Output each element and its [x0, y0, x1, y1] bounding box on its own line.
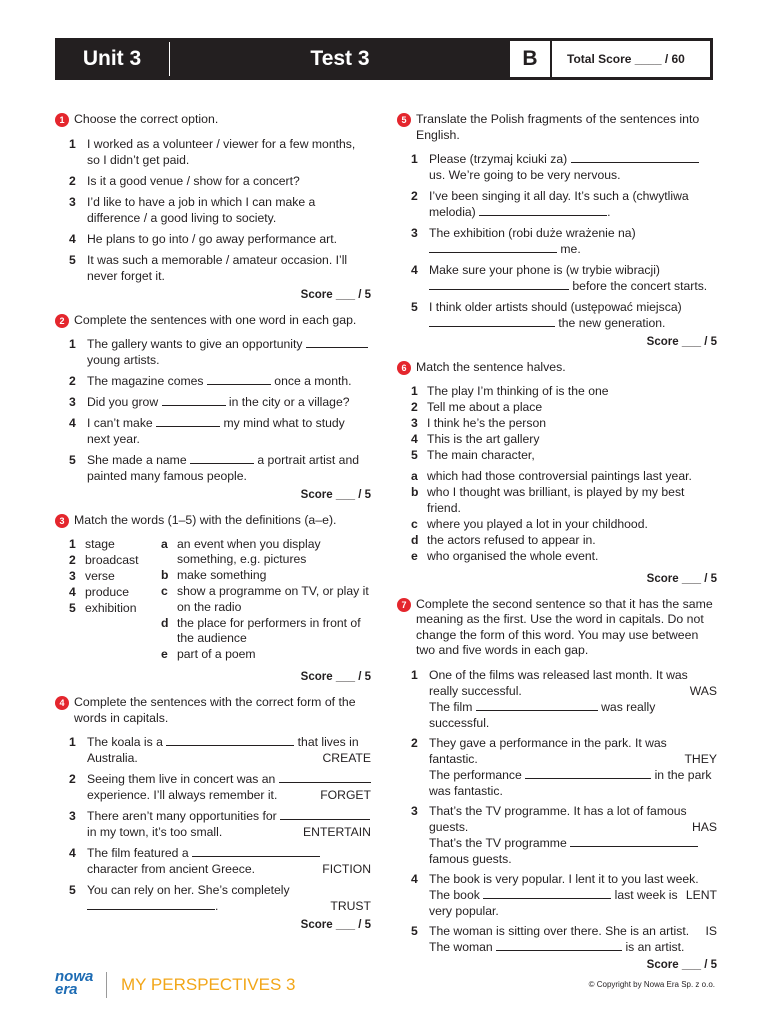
half-text: where you played a lot in your childhood. — [427, 517, 648, 532]
sentence-start: I’ve been singing it all day. It’s such a (chwytliwa melodia) — [429, 189, 689, 219]
item-number: 4 — [411, 431, 418, 446]
sentence-start: The film featured a — [87, 846, 189, 861]
book-title: MY PERSPECTIVES 3 — [121, 975, 296, 994]
answer-gap[interactable] — [190, 454, 254, 464]
sentence-start: Make sure your phone is (w trybie wibracji) — [429, 263, 660, 277]
task-6-header — [397, 360, 717, 376]
sentence-end: a portrait artist and painted many famous people. — [87, 453, 360, 483]
sentence-start: There aren’t many opportunities for — [87, 809, 277, 824]
half-text: who I thought was brilliant, is played by my best friend. — [427, 485, 685, 515]
list-item — [161, 537, 371, 568]
list-item — [411, 533, 717, 549]
word: stage — [85, 536, 115, 551]
sentence-end: that lives in Australia. — [87, 735, 359, 766]
first-sentence: That’s the TV programme. It has a lot of famous guests. — [429, 803, 687, 834]
item-number: 3 — [69, 194, 76, 209]
item-number: 2 — [69, 772, 76, 787]
list-item — [69, 231, 371, 247]
task-number-badge: 3 — [55, 514, 69, 528]
definitions-list — [161, 537, 371, 664]
item-letter: b — [411, 485, 419, 500]
list-item — [69, 734, 371, 766]
item-number: 3 — [69, 395, 76, 409]
item-number: 5 — [69, 883, 76, 898]
sentence-end: is an artist. — [625, 939, 685, 954]
capital-word: ENTERTAIN — [303, 825, 371, 840]
list-item — [411, 667, 717, 731]
task-score: Score ___ / 5 — [300, 919, 371, 932]
item-number: 4 — [69, 231, 76, 246]
sentence-start: The exhibition (robi duże wrażenie na) — [429, 226, 636, 240]
item-text: He plans to go into / go away performance art. — [87, 231, 337, 246]
sentence-start: That’s the TV programme — [429, 835, 567, 850]
task-4-header — [55, 695, 371, 726]
sentence-end: famous guests. — [429, 851, 512, 866]
list-item — [161, 584, 371, 615]
total-score: Total Score ____ / 60 — [552, 41, 710, 77]
answer-gap[interactable] — [280, 810, 370, 820]
item-number: 1 — [69, 735, 76, 750]
answer-gap[interactable] — [571, 153, 699, 163]
list-item — [69, 336, 371, 368]
sentence-end: in my town, it’s too small. — [87, 825, 223, 840]
list-item — [411, 735, 717, 799]
item-text: I worked as a volunteer / viewer for a few months, so I didn’t get paid. — [87, 136, 356, 167]
sentence-end: the new generation. — [558, 316, 666, 330]
logo-line-2: era — [55, 981, 78, 998]
task-number-badge: 4 — [55, 696, 69, 710]
item-text: It was such a memorable / amateur occasion. I’ll never forget it. — [87, 252, 348, 283]
item-letter: c — [411, 517, 418, 532]
list-item — [69, 845, 371, 877]
answer-gap[interactable] — [525, 769, 651, 779]
item-number: 4 — [69, 846, 76, 861]
answer-gap[interactable] — [483, 889, 611, 899]
answer-gap[interactable] — [156, 417, 220, 427]
first-sentence: They gave a performance in the park. It was fantastic. — [429, 735, 667, 766]
item-letter: a — [161, 536, 168, 551]
task-instruction: Complete the sentences with the correct form of the words in capitals. — [74, 695, 356, 725]
item-number: 3 — [69, 809, 76, 824]
list-item — [411, 416, 717, 432]
answer-gap[interactable] — [166, 736, 294, 746]
list-item — [69, 553, 161, 569]
item-letter: c — [161, 584, 168, 599]
task-number-badge: 7 — [397, 598, 411, 612]
task-instruction: Choose the correct option. — [74, 112, 219, 126]
task-5-header — [397, 112, 717, 143]
list-item — [411, 151, 717, 183]
capital-word: FORGET — [320, 788, 371, 803]
sentence-start: I think older artists should (ustępować miejsca) — [429, 300, 682, 314]
capital-word: LENT — [685, 887, 717, 902]
task-instruction: Match the sentence halves. — [416, 360, 566, 374]
sentence-start: She made a name — [87, 453, 187, 467]
definition: part of a poem — [177, 647, 256, 662]
task-3 — [55, 513, 371, 683]
sentence-start: The magazine comes — [87, 374, 204, 388]
list-item — [411, 384, 717, 400]
page-header — [55, 38, 713, 80]
word: verse — [85, 568, 115, 583]
item-number: 3 — [69, 568, 76, 583]
answer-gap[interactable] — [496, 941, 622, 951]
half-text: which had those controversial paintings last year. — [427, 469, 692, 484]
task-score: Score ___ / 5 — [300, 671, 371, 684]
sentence-start: Did you grow — [87, 395, 159, 409]
task-score: Score ___ / 5 — [300, 489, 371, 501]
item-number: 3 — [411, 803, 418, 818]
item-number: 1 — [411, 667, 418, 682]
task-score: Score ___ / 5 — [646, 336, 717, 348]
item-number: 2 — [69, 173, 76, 188]
task-score: Score ___ / 5 — [646, 572, 717, 585]
capital-word: HAS — [691, 819, 717, 834]
word: exhibition — [85, 600, 137, 615]
task-2-header — [55, 313, 371, 329]
item-number: 1 — [69, 337, 76, 351]
item-number: 3 — [411, 226, 418, 240]
sentence-start: The gallery wants to give an opportunity — [87, 337, 303, 351]
list-item — [411, 448, 717, 464]
answer-gap[interactable] — [192, 847, 320, 857]
half-text: I think he’s the person — [427, 415, 547, 430]
list-item — [411, 517, 717, 533]
list-item — [411, 803, 717, 867]
capital-word: THEY — [684, 751, 717, 766]
item-number: 2 — [411, 735, 418, 750]
copyright-notice: © Copyright by Nowa Era Sp. z o.o. — [588, 980, 715, 989]
half-text: The main character, — [427, 447, 535, 462]
item-text: Is it a good venue / show for a concert? — [87, 173, 300, 188]
answer-gap[interactable] — [162, 396, 226, 406]
answer-gap[interactable] — [429, 317, 555, 327]
answer-gap[interactable] — [429, 243, 557, 253]
capital-word: CREATE — [322, 751, 371, 766]
sentence-end: was really successful. — [429, 699, 656, 730]
answer-gap[interactable] — [479, 206, 607, 216]
item-letter: d — [161, 615, 169, 630]
first-sentence: One of the films was released last month. It was really successful. — [429, 667, 688, 698]
task-7-header — [397, 597, 717, 659]
answer-gap[interactable] — [207, 375, 271, 385]
task-7 — [397, 597, 717, 971]
definition: make something — [177, 568, 267, 583]
list-item — [69, 585, 161, 601]
first-sentence: The woman is sitting over there. She is an artist. — [429, 923, 690, 938]
list-item — [69, 808, 371, 840]
half-text: Tell me about a place — [427, 399, 543, 414]
sentence-start: Please (trzymaj kciuki za) — [429, 152, 568, 166]
sentence-start: The performance — [429, 767, 522, 782]
list-item — [411, 262, 717, 294]
list-item — [411, 871, 717, 919]
item-number: 5 — [69, 453, 76, 467]
item-number: 4 — [411, 871, 418, 886]
item-number: 2 — [411, 189, 418, 203]
answer-gap[interactable] — [429, 280, 569, 290]
item-number: 5 — [411, 923, 418, 938]
item-number: 4 — [69, 416, 76, 430]
word: produce — [85, 584, 130, 599]
item-number: 2 — [69, 552, 76, 567]
list-item — [69, 136, 371, 168]
item-number: 1 — [411, 152, 418, 166]
task-number-badge: 6 — [397, 361, 411, 375]
list-item — [161, 616, 371, 647]
task-instruction: Complete the second sentence so that it has the same meaning as the first. Use the word in capitals. Do not change the form of this word. You may use between two and five words in each gap. — [416, 596, 713, 658]
task-1 — [55, 112, 371, 301]
list-item — [69, 569, 161, 585]
list-item — [411, 923, 717, 955]
sentence-end: young artists. — [87, 353, 160, 367]
item-letter: e — [161, 647, 168, 662]
list-item — [161, 647, 371, 663]
task-number-badge: 2 — [55, 314, 69, 328]
capital-word: IS — [705, 923, 717, 938]
list-item — [161, 568, 371, 584]
list-item — [411, 469, 717, 485]
item-number: 5 — [69, 600, 76, 615]
item-text: I’d like to have a job in which I can make a difference / a good living to society. — [87, 194, 316, 225]
item-letter: e — [411, 549, 418, 564]
test-title: Test 3 — [310, 47, 370, 70]
half-text: This is the art gallery — [427, 431, 540, 446]
list-item — [411, 188, 717, 220]
list-item — [69, 882, 371, 914]
sentence-start: The book — [429, 887, 480, 902]
words-list — [69, 537, 161, 664]
sentence-start: I can’t make — [87, 416, 153, 430]
definition: the place for performers in front of the audience — [177, 615, 361, 646]
item-number: 3 — [411, 415, 418, 430]
sentence-end: last week is very popular. — [429, 887, 678, 918]
list-item — [69, 415, 371, 447]
list-item — [69, 373, 371, 389]
test-version: B — [510, 41, 550, 77]
nowa-era-logo — [55, 970, 93, 996]
half-text: The play I’m thinking of is the one — [427, 383, 609, 398]
item-number: 1 — [69, 136, 76, 151]
task-1-header — [55, 112, 371, 128]
right-column — [397, 112, 717, 983]
list-item — [69, 771, 371, 803]
list-item — [69, 452, 371, 484]
list-item — [411, 432, 717, 448]
task-4 — [55, 695, 371, 931]
sentence-start: Seeing them live in concert was an — [87, 772, 276, 787]
item-number: 1 — [69, 536, 76, 551]
item-number: 2 — [411, 399, 418, 414]
item-number: 5 — [411, 300, 418, 314]
second-halves — [397, 469, 717, 564]
task-instruction: Match the words (1–5) with the definitions (a–e). — [74, 513, 337, 527]
task-instruction: Complete the sentences with one word in each gap. — [74, 312, 357, 327]
sentence-end: once a month. — [274, 374, 352, 388]
list-item — [69, 194, 371, 226]
sentence-end: character from ancient Greece. — [87, 862, 255, 877]
task-score: Score ___ / 5 — [646, 958, 717, 971]
footer-divider — [106, 972, 107, 998]
list-item — [411, 299, 717, 331]
item-letter: d — [411, 533, 419, 548]
definition: an event when you display something, e.g. pictures — [177, 536, 321, 566]
answer-gap[interactable] — [87, 900, 215, 910]
unit-title: Unit 3 — [82, 47, 142, 70]
answer-gap[interactable] — [570, 837, 698, 847]
list-item — [411, 225, 717, 257]
list-item — [69, 537, 161, 553]
list-item — [69, 394, 371, 410]
sentence-end: experience. I’ll always remember it. — [87, 788, 278, 803]
item-number: 2 — [69, 374, 76, 388]
list-item — [411, 549, 717, 565]
sentence-end: before the concert starts. — [572, 279, 708, 293]
list-item — [69, 252, 371, 284]
sentence-end: . — [607, 205, 611, 219]
item-number: 4 — [411, 263, 418, 277]
sentence-end: us. We’re going to be very nervous. — [429, 168, 621, 182]
answer-gap[interactable] — [306, 338, 368, 348]
sentence-end: in the park was fantastic. — [429, 767, 712, 798]
task-number-badge: 5 — [397, 113, 411, 127]
task-number-badge: 1 — [55, 113, 69, 127]
item-letter: a — [411, 469, 418, 484]
sentence-end: . — [215, 899, 219, 914]
definition: show a programme on TV, or play it on the radio — [177, 584, 369, 614]
sentence-end: my mind what to study next year. — [87, 416, 345, 446]
logo-line-1: nowa — [55, 968, 94, 985]
answer-gap[interactable] — [279, 773, 371, 783]
capital-word: FICTION — [322, 862, 371, 877]
task-5 — [397, 112, 717, 348]
half-text: who organised the whole event. — [427, 549, 599, 564]
first-sentence: The book is very popular. I lent it to you last week. — [429, 871, 699, 886]
item-number: 5 — [411, 447, 418, 462]
list-item — [69, 601, 161, 617]
item-number: 4 — [69, 584, 76, 599]
list-item — [411, 400, 717, 416]
capital-word: WAS — [689, 683, 717, 698]
half-text: the actors refused to appear in. — [427, 533, 596, 548]
list-item — [411, 485, 717, 516]
item-number: 1 — [411, 383, 418, 398]
task-2 — [55, 313, 371, 502]
sentence-end: me. — [560, 242, 581, 256]
sentence-end: in the city or a village? — [228, 395, 350, 409]
sentence-start: The woman — [429, 939, 493, 954]
sentence-start: The film — [429, 699, 473, 714]
task-instruction: Translate the Polish fragments of the sentences into English. — [416, 112, 700, 142]
capital-word: TRUST — [330, 899, 371, 914]
item-letter: b — [161, 568, 169, 583]
list-item — [69, 173, 371, 189]
task-3-header — [55, 513, 371, 529]
word: broadcast — [85, 552, 139, 567]
sentence-start: The koala is a — [87, 735, 163, 750]
left-column — [55, 112, 371, 943]
first-halves — [397, 384, 717, 464]
task-6 — [397, 360, 717, 585]
item-number: 5 — [69, 252, 76, 267]
task-score: Score ___ / 5 — [300, 288, 371, 301]
sentence-start: You can rely on her. She’s completely — [87, 883, 290, 898]
answer-gap[interactable] — [476, 701, 598, 711]
